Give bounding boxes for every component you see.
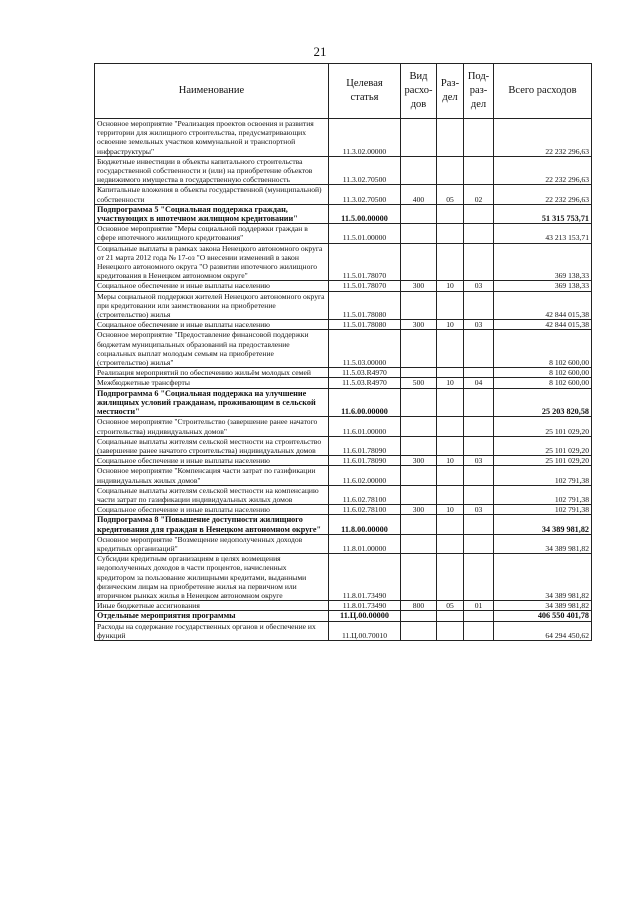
- cell-type: 500: [401, 378, 437, 388]
- cell-total: 42 844 015,38: [494, 320, 592, 330]
- cell-section: [437, 204, 464, 223]
- table-row: [95, 456, 592, 466]
- cell-total: 8 102 600,00: [494, 368, 592, 378]
- cell-type: 300: [401, 320, 437, 330]
- cell-section: [437, 291, 464, 320]
- cell-total: 8 102 600,00: [494, 330, 592, 368]
- cell-total: 25 101 029,20: [494, 456, 592, 466]
- cell-type: [401, 204, 437, 223]
- cell-section: 10: [437, 281, 464, 291]
- cell-total: 51 315 753,71: [494, 204, 592, 223]
- cell-code: 11.3.02.00000: [329, 119, 401, 157]
- cell-type: [401, 224, 437, 243]
- cell-name: Социальные выплаты жителям сельской местности на строительство (завершение ранее начатого строительства) индивидуальных домов: [95, 436, 329, 455]
- cell-type: [401, 388, 437, 417]
- cell-subsection: [464, 534, 494, 553]
- budget-table: [94, 63, 592, 641]
- cell-total: 25 101 029,20: [494, 417, 592, 436]
- cell-total: 25 203 820,58: [494, 388, 592, 417]
- cell-section: [437, 243, 464, 281]
- cell-subsection: [464, 417, 494, 436]
- cell-name: Подпрограмма 5 "Социальная поддержка граждан, участвующих в ипотечном жилищном кредитовании": [95, 204, 329, 223]
- cell-code: 11.3.02.70500: [329, 156, 401, 185]
- cell-total: 34 389 981,82: [494, 554, 592, 601]
- cell-code: 11.6.02.78100: [329, 485, 401, 504]
- cell-type: [401, 330, 437, 368]
- cell-section: [437, 466, 464, 485]
- cell-subsection: [464, 204, 494, 223]
- table-row: [95, 281, 592, 291]
- table-row: [95, 204, 592, 223]
- cell-total: 369 138,33: [494, 243, 592, 281]
- cell-code: 11.Ц.00.70010: [329, 621, 401, 640]
- cell-subsection: [464, 436, 494, 455]
- cell-code: 11.5.01.78070: [329, 243, 401, 281]
- cell-total: 102 791,38: [494, 466, 592, 485]
- table-row: [95, 243, 592, 281]
- cell-subsection: [464, 330, 494, 368]
- header-code: Целевая статья: [329, 64, 401, 119]
- cell-code: 11.5.01.78070: [329, 281, 401, 291]
- cell-type: [401, 291, 437, 320]
- cell-name: Подпрограмма 6 "Социальная поддержка на улучшение жилищных условий гражданам, проживающим в сельской местности": [95, 388, 329, 417]
- cell-code: 11.5.03.00000: [329, 330, 401, 368]
- cell-subsection: [464, 554, 494, 601]
- table-row: [95, 554, 592, 601]
- cell-total: 43 213 153,71: [494, 224, 592, 243]
- cell-total: 22 232 296,63: [494, 119, 592, 157]
- cell-type: 300: [401, 456, 437, 466]
- cell-section: [437, 330, 464, 368]
- cell-subsection: 03: [464, 281, 494, 291]
- cell-type: [401, 368, 437, 378]
- cell-total: 102 791,38: [494, 505, 592, 515]
- table-row: [95, 417, 592, 436]
- table-row: [95, 534, 592, 553]
- cell-code: 11.5.01.78080: [329, 291, 401, 320]
- cell-section: 10: [437, 456, 464, 466]
- cell-name: Основное мероприятие "Предоставление финансовой поддержки бюджетам муниципальных образований на предоставление социальных выплат молодым семьям на приобретение (строительство) жилья": [95, 330, 329, 368]
- cell-section: [437, 368, 464, 378]
- cell-type: [401, 485, 437, 504]
- cell-section: [437, 534, 464, 553]
- cell-total: 22 232 296,63: [494, 156, 592, 185]
- cell-code: 11.6.02.78100: [329, 505, 401, 515]
- cell-section: [437, 224, 464, 243]
- cell-section: [437, 515, 464, 534]
- cell-subsection: [464, 368, 494, 378]
- table-row: [95, 515, 592, 534]
- header-total: Всего расходов: [494, 64, 592, 119]
- table-row: [95, 378, 592, 388]
- cell-subsection: 03: [464, 505, 494, 515]
- cell-section: [437, 554, 464, 601]
- cell-total: 34 389 981,82: [494, 601, 592, 611]
- cell-name: Социальное обеспечение и иные выплаты населению: [95, 456, 329, 466]
- cell-total: 25 101 029,20: [494, 436, 592, 455]
- cell-section: 10: [437, 378, 464, 388]
- cell-name: Основное мероприятие "Меры социальной поддержки граждан в сфере ипотечного жилищного кредитования": [95, 224, 329, 243]
- cell-code: 11.5.03.R4970: [329, 378, 401, 388]
- cell-name: Социальное обеспечение и иные выплаты населению: [95, 320, 329, 330]
- cell-code: 11.8.00.00000: [329, 515, 401, 534]
- cell-total: 34 389 981,82: [494, 534, 592, 553]
- cell-type: [401, 611, 437, 621]
- table-row: [95, 224, 592, 243]
- cell-type: [401, 621, 437, 640]
- cell-type: [401, 243, 437, 281]
- cell-name: Реализация мероприятий по обеспечению жильём молодых семей: [95, 368, 329, 378]
- cell-code: 11.Ц.00.00000: [329, 611, 401, 621]
- table-row: [95, 119, 592, 157]
- cell-total: 42 844 015,38: [494, 291, 592, 320]
- table-row: [95, 621, 592, 640]
- cell-name: Социальное обеспечение и иные выплаты населению: [95, 505, 329, 515]
- cell-total: 22 232 296,63: [494, 185, 592, 204]
- cell-section: 05: [437, 185, 464, 204]
- header-name: Наименование: [95, 64, 329, 119]
- cell-section: [437, 119, 464, 157]
- cell-total: 34 389 981,82: [494, 515, 592, 534]
- table-row: [95, 611, 592, 621]
- cell-name: Расходы на содержание государственных органов и обеспечение их функций: [95, 621, 329, 640]
- cell-subsection: [464, 243, 494, 281]
- cell-code: 11.6.02.00000: [329, 466, 401, 485]
- cell-name: Основное мероприятие "Возмещение недополученных доходов кредитных организаций": [95, 534, 329, 553]
- cell-type: [401, 436, 437, 455]
- cell-type: [401, 534, 437, 553]
- cell-name: Основное мероприятие "Компенсация части затрат по газификации индивидуальных жилых домов": [95, 466, 329, 485]
- cell-section: 10: [437, 505, 464, 515]
- cell-code: 11.8.01.73490: [329, 601, 401, 611]
- cell-name: Основное мероприятие "Строительство (завершение ранее начатого строительства) индивидуальных домов": [95, 417, 329, 436]
- cell-section: [437, 417, 464, 436]
- cell-total: 369 138,33: [494, 281, 592, 291]
- cell-code: 11.5.00.00000: [329, 204, 401, 223]
- table-row: [95, 505, 592, 515]
- table-row: [95, 185, 592, 204]
- cell-name: Основное мероприятие "Реализация проектов освоения и развития территории для жилищного строительства, предусматривающих освоение земельных участков коммунальной и транспортной инфраструктуры": [95, 119, 329, 157]
- cell-name: Социальное обеспечение и иные выплаты населению: [95, 281, 329, 291]
- cell-name: Иные бюджетные ассигнования: [95, 601, 329, 611]
- cell-section: 05: [437, 601, 464, 611]
- cell-code: 11.6.01.00000: [329, 417, 401, 436]
- table-row: [95, 330, 592, 368]
- table-row: [95, 601, 592, 611]
- cell-subsection: [464, 485, 494, 504]
- cell-total: 8 102 600,00: [494, 378, 592, 388]
- cell-code: 11.8.01.00000: [329, 534, 401, 553]
- cell-type: 300: [401, 505, 437, 515]
- table-row: [95, 388, 592, 417]
- cell-name: Субсидии кредитным организациям в целях возмещения недополученных доходов в части процентов, начисленных кредитором за пользование жилищными кредитами, выданными физическим лицам на приобретение жилья на первичном или вторичном рынках жилья в Ненецком автономном округе: [95, 554, 329, 601]
- table-row: [95, 291, 592, 320]
- cell-section: [437, 485, 464, 504]
- cell-total: 102 791,38: [494, 485, 592, 504]
- cell-subsection: 03: [464, 456, 494, 466]
- cell-subsection: [464, 224, 494, 243]
- cell-name: Капитальные вложения в объекты государственной (муниципальной) собственности: [95, 185, 329, 204]
- cell-type: 800: [401, 601, 437, 611]
- table-body: [95, 119, 592, 641]
- page-number: 21: [313, 44, 327, 59]
- cell-section: [437, 156, 464, 185]
- cell-code: 11.6.00.00000: [329, 388, 401, 417]
- cell-section: [437, 388, 464, 417]
- cell-total: 64 294 450,62: [494, 621, 592, 640]
- cell-name: Социальные выплаты жителям сельской местности на компенсацию части затрат по газификации индивидуальных жилых домов: [95, 485, 329, 504]
- table-row: [95, 320, 592, 330]
- table-row: [95, 485, 592, 504]
- cell-total: 406 550 401,78: [494, 611, 592, 621]
- cell-type: [401, 554, 437, 601]
- cell-name: Социальные выплаты в рамках закона Ненецкого автономного округа от 21 марта 2012 года № 17-оз "О внесении изменений в закон Ненецкого автономного округа "О развитии ипотечного жилищного кредитования в Ненецком автономном округе": [95, 243, 329, 281]
- table-header-row: [95, 64, 592, 119]
- cell-section: [437, 611, 464, 621]
- cell-section: [437, 621, 464, 640]
- cell-name: Подпрограмма 8 "Повышение доступности жилищного кредитования для граждан в Ненецком автономном округе": [95, 515, 329, 534]
- cell-subsection: [464, 621, 494, 640]
- cell-name: Межбюджетные трансферты: [95, 378, 329, 388]
- cell-subsection: 01: [464, 601, 494, 611]
- cell-subsection: [464, 119, 494, 157]
- cell-code: 11.5.03.R4970: [329, 368, 401, 378]
- cell-subsection: [464, 466, 494, 485]
- cell-code: 11.6.01.78090: [329, 456, 401, 466]
- cell-subsection: 04: [464, 378, 494, 388]
- cell-type: [401, 417, 437, 436]
- cell-code: 11.8.01.73490: [329, 554, 401, 601]
- cell-subsection: 02: [464, 185, 494, 204]
- cell-type: [401, 156, 437, 185]
- header-subsection: Под-раз-дел: [464, 64, 494, 119]
- cell-code: 11.3.02.70500: [329, 185, 401, 204]
- table-row: [95, 368, 592, 378]
- cell-name: Меры социальной поддержки жителей Ненецкого автономного округа при кредитовании или заимствовании на приобретение (строительство) жилья: [95, 291, 329, 320]
- cell-type: 400: [401, 185, 437, 204]
- header-type: Вид расхо-дов: [401, 64, 437, 119]
- table-row: [95, 156, 592, 185]
- cell-type: [401, 466, 437, 485]
- cell-code: 11.5.01.00000: [329, 224, 401, 243]
- cell-section: 10: [437, 320, 464, 330]
- cell-name: Отдельные мероприятия программы: [95, 611, 329, 621]
- cell-code: 11.5.01.78080: [329, 320, 401, 330]
- header-section: Раз-дел: [437, 64, 464, 119]
- cell-code: 11.6.01.78090: [329, 436, 401, 455]
- cell-subsection: [464, 515, 494, 534]
- cell-type: [401, 119, 437, 157]
- cell-name: Бюджетные инвестиции в объекты капитального строительства государственной собственности и (или) на приобретение объектов недвижимого имущества в государственную собственность: [95, 156, 329, 185]
- cell-subsection: 03: [464, 320, 494, 330]
- cell-subsection: [464, 611, 494, 621]
- cell-section: [437, 436, 464, 455]
- table-row: [95, 436, 592, 455]
- cell-type: [401, 515, 437, 534]
- table-row: [95, 466, 592, 485]
- cell-type: 300: [401, 281, 437, 291]
- cell-subsection: [464, 156, 494, 185]
- cell-subsection: [464, 291, 494, 320]
- cell-subsection: [464, 388, 494, 417]
